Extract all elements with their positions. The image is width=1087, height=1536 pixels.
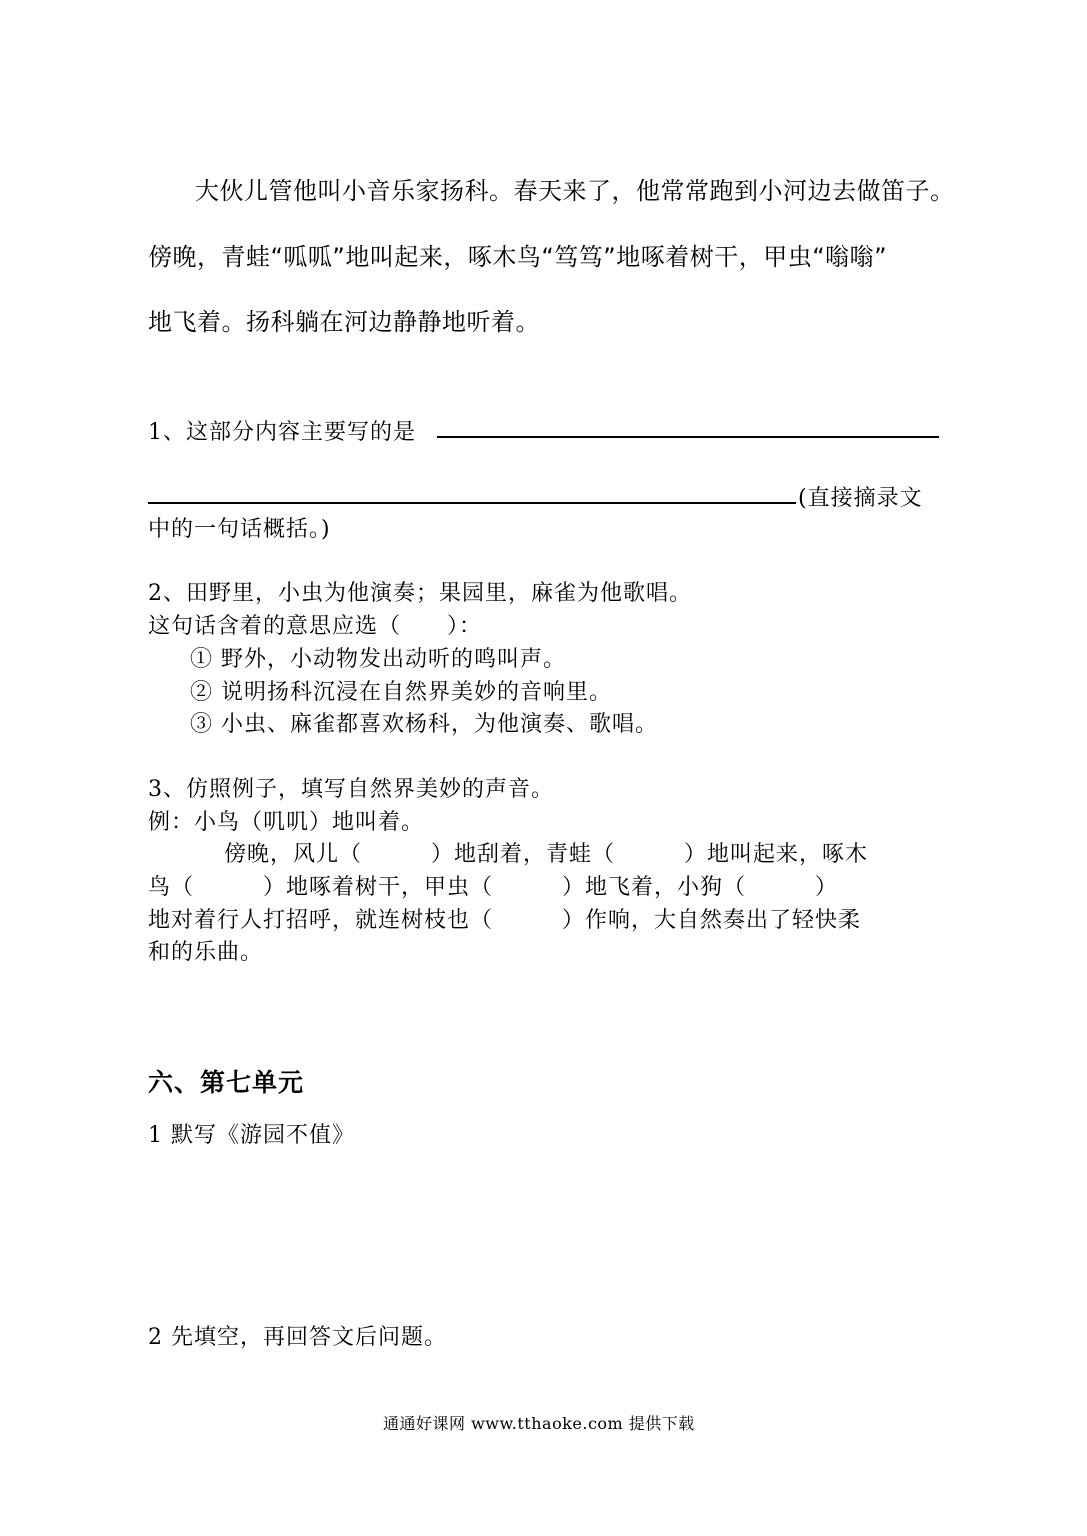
page-footer: 通通好课网 www.tthaoke.com 提供下载 [383, 1414, 695, 1433]
q3-line-1: 傍晚，风儿（ ）地刮着，青蛙（ ）地叫起来，啄木 [224, 842, 869, 867]
q1-prefix: 1、这部分内容主要写的是 [148, 420, 416, 445]
section-heading: 六、第七单元 [148, 1068, 305, 1097]
q2-sentence: 2、田野里，小虫为他演奏；果园里，麻雀为他歌唱。 [148, 581, 692, 606]
q1-answer-line-1[interactable] [437, 436, 939, 438]
q3-line-2: 鸟（ ）地啄着树干，甲虫（ ）地飞着，小狗（ ） [148, 875, 839, 900]
passage-line-1: 大伙儿管他叫小音乐家扬科。春天来了，他常常跑到小河边去做笛子。 [195, 177, 955, 205]
q3-line-3: 地对着行人打招呼，就连树枝也（ ）作响，大自然奏出了轻快柔 [148, 908, 862, 933]
section-item-1: 1 默写《游园不值》 [148, 1123, 355, 1148]
q1-suffix: (直接摘录文 [798, 486, 923, 511]
q2-option-1: ① 野外，小动物发出动听的鸣叫声。 [190, 647, 566, 672]
q3-example: 例：小鸟（叽叽）地叫着。 [148, 810, 425, 835]
q2-prompt: 这句话含着的意思应选（ ）： [148, 614, 483, 639]
passage-line-3: 地飞着。扬科躺在河边静静地听着。 [148, 308, 540, 336]
passage-line-2: 傍晚，青蛙“呱呱”地叫起来，啄木鸟“笃笃”地啄着树干，甲虫“嗡嗡” [148, 243, 888, 271]
q1-answer-line-2[interactable] [148, 502, 796, 504]
q3-instruction: 3、仿照例子，填写自然界美妙的声音。 [148, 777, 554, 802]
q3-line-4: 和的乐曲。 [148, 940, 264, 965]
q2-option-3: ③ 小虫、麻雀都喜欢杨科，为他演奏、歌唱。 [190, 712, 658, 737]
section-item-2: 2 先填空，再回答文后问题。 [148, 1325, 447, 1350]
q2-option-2: ② 说明扬科沉浸在自然界美妙的音响里。 [190, 680, 612, 705]
q1-continuation: 中的一句话概括。) [148, 517, 331, 542]
